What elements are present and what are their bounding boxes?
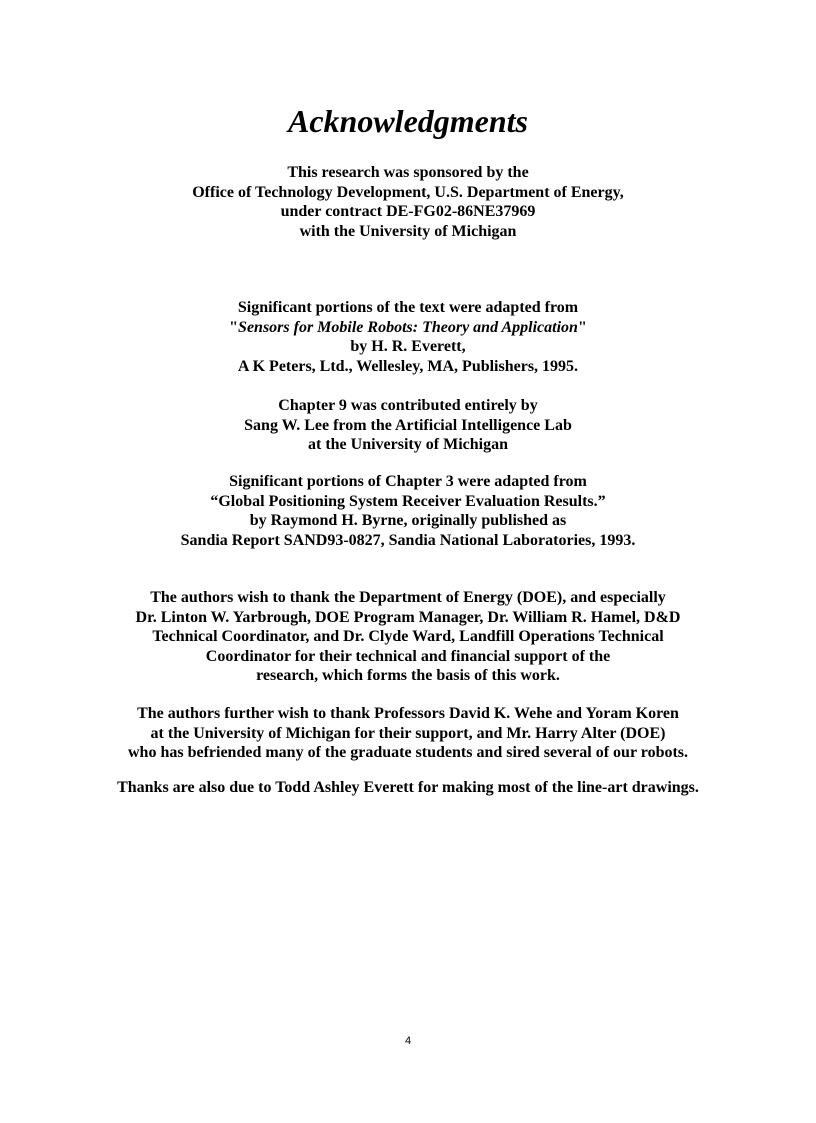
adapted-line: Significant portions of the text were adapted from — [237, 299, 579, 316]
chapter9-line: Sang W. Lee from the Artificial Intelligence Lab — [244, 416, 572, 434]
chapter9-line: at the University of Michigan — [308, 436, 508, 453]
thanks-professors-paragraph — [0, 704, 816, 763]
thanks-drawings-line: Thanks are also due to Todd Ashley Everett for making most of the line-art drawings. — [117, 779, 699, 796]
thanks-professors-line: at the University of Michigan for their support, and Mr. Harry Alter (DOE) — [150, 724, 666, 742]
thanks-doe-line: Technical Coordinator, and Dr. Clyde Ward, Landfill Operations Technical — [152, 628, 664, 645]
chapter3-paragraph — [0, 472, 816, 550]
quote-close: " — [577, 318, 587, 336]
chapter9-paragraph — [0, 396, 816, 455]
chapter3-line: “Global Positioning System Receiver Evaluation Results.” — [210, 492, 606, 510]
page-title: Acknowledgments — [287, 103, 528, 139]
thanks-doe-line: research, which forms the basis of this work. — [256, 667, 560, 684]
adapted-line: A K Peters, Ltd., Wellesley, MA, Publishers, 1995. — [237, 357, 579, 375]
thanks-doe-line: Coordinator for their technical and financial support of the — [205, 647, 611, 665]
chapter9-line: Chapter 9 was contributed entirely by — [278, 397, 538, 414]
sponsor-line: Office of Technology Development, U.S. Department of Energy, — [192, 183, 624, 201]
sponsor-paragraph — [0, 163, 816, 241]
chapter3-line: Sandia Report SAND93-0827, Sandia National Laboratories, 1993. — [180, 531, 636, 549]
chapter3-line: Significant portions of Chapter 3 were adapted from — [229, 473, 587, 490]
thanks-professors-line: The authors further wish to thank Professors David K. Wehe and Yoram Koren — [137, 705, 679, 722]
thanks-doe-line: The authors wish to thank the Department of Energy (DOE), and especially — [150, 589, 666, 606]
book-title: Sensors for Mobile Robots: Theory and Application — [238, 318, 578, 336]
thanks-professors-line: who has befriended many of the graduate students and sired several of our robots. — [127, 744, 689, 761]
quote-open: " — [229, 318, 239, 336]
thanks-drawings-paragraph — [0, 778, 816, 798]
adapted-text-paragraph — [0, 298, 816, 376]
adapted-book-line — [0, 318, 816, 338]
page-number: 4 — [404, 1035, 412, 1047]
adapted-line: by H. R. Everett, — [350, 338, 466, 355]
sponsor-line: This research was sponsored by the — [287, 164, 529, 181]
thanks-doe-paragraph — [0, 588, 816, 686]
sponsor-line: under contract DE-FG02-86NE37969 — [280, 203, 536, 220]
thanks-doe-line: Dr. Linton W. Yarbrough, DOE Program Manager, Dr. William R. Hamel, D&D — [135, 608, 681, 626]
chapter3-line: by Raymond H. Byrne, originally published as — [249, 512, 567, 529]
sponsor-line: with the University of Michigan — [299, 222, 517, 240]
